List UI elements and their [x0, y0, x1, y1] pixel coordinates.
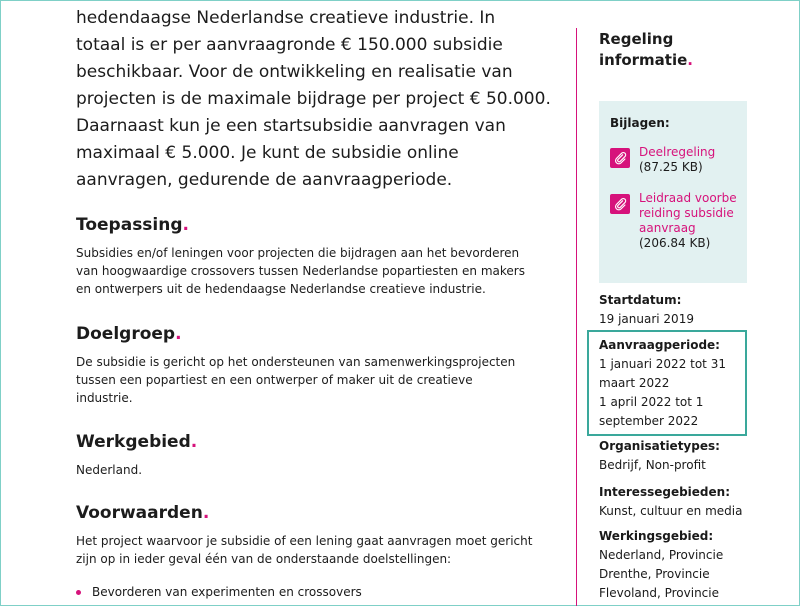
- section-heading-text: Doelgroep: [76, 324, 176, 344]
- section-heading: [76, 214, 516, 236]
- body-line: De subsidie is gericht op het ondersteunen van samenwerkingsprojecten: [76, 355, 516, 369]
- section-heading: [76, 502, 516, 524]
- body-line: Nederland.: [76, 463, 143, 477]
- intro-paragraph: [76, 5, 551, 194]
- section-body: [76, 244, 525, 298]
- intro-line: projecten is de maximale bijdrage per project € 50.000.: [76, 89, 551, 109]
- attachment-size: (87.25 KB): [639, 160, 703, 174]
- section-werkgebied: [76, 431, 516, 479]
- body-line: Het project waarvoor je subsidie of een lening gaat aanvragen moet gericht: [76, 534, 533, 548]
- paperclip-icon: [610, 194, 630, 214]
- organisatietypes-label: Organisatietypes:: [599, 439, 720, 453]
- aanvraagperiode-label: Aanvraagperiode:: [599, 338, 720, 352]
- section-heading-text: Toepassing: [76, 215, 183, 235]
- body-line: en ontwerpers uit de hedendaagse Nederlandse creatieve industrie.: [76, 282, 486, 296]
- startdatum-value: 19 januari 2019: [599, 312, 694, 326]
- attachment-link[interactable]: Deelregeling: [639, 145, 716, 159]
- organisatietypes-value: Bedrijf, Non-profit: [599, 458, 706, 472]
- heading-dot: .: [687, 51, 693, 69]
- body-line: industrie.: [76, 391, 133, 405]
- sidebar-divider: [576, 28, 577, 606]
- attachment-item[interactable]: [610, 145, 747, 175]
- aanvraagperiode-value: 1 januari 2022 tot 31: [599, 357, 726, 371]
- section-body: [76, 353, 516, 407]
- section-body: [76, 461, 516, 479]
- list-item: [76, 583, 362, 601]
- body-line: zijn op in ieder geval één van de onderstaande doelstellingen:: [76, 552, 452, 566]
- intro-line: aanvragen, gedurende de aanvraagperiode.: [76, 170, 453, 190]
- bullet-dot: [76, 590, 81, 595]
- interessegebieden-label: Interessegebieden:: [599, 485, 731, 499]
- section-heading-text: Voorwaarden: [76, 503, 203, 523]
- attachments-panel: [599, 101, 747, 283]
- sidebar-title-line: Regeling: [599, 30, 674, 48]
- aanvraagperiode-value: september 2022: [599, 414, 699, 428]
- werkingsgebied-value: Nederland, Provincie: [599, 548, 724, 562]
- werkingsgebied-value: Drenthe, Provincie: [599, 567, 710, 581]
- intro-line: hedendaagse Nederlandse creatieve industrie. In: [76, 8, 496, 28]
- interessegebieden-block: [599, 483, 759, 521]
- heading-dot: .: [182, 215, 189, 235]
- interessegebieden-value: Kunst, cultuur en media: [599, 504, 743, 518]
- list-item-text: Bevorderen van experimenten en crossovers: [92, 585, 362, 599]
- aanvraagperiode-value: maart 2022: [599, 376, 670, 390]
- section-doelgroep: [76, 323, 516, 407]
- heading-dot: .: [190, 432, 198, 452]
- sidebar-title: [599, 29, 693, 71]
- intro-line: totaal is er per aanvraagronde € 150.000 subsidie: [76, 35, 503, 55]
- sidebar-title-line: informatie: [599, 51, 688, 69]
- attachment-link[interactable]: Leidraad voorbereiding subsidieaanvraag: [639, 191, 737, 235]
- body-line: Subsidies en/of leningen voor projecten die bijdragen aan het bevorderen: [76, 246, 520, 260]
- attachments-label: Bijlagen:: [610, 116, 670, 130]
- heading-dot: .: [175, 324, 182, 344]
- body-line: tussen een popartiest en een ontwerper of maker uit de creatieve: [76, 373, 473, 387]
- attachment-item[interactable]: [610, 191, 747, 251]
- section-voorwaarden: [76, 502, 533, 568]
- section-heading: [76, 431, 516, 453]
- startdatum-label: Startdatum:: [599, 293, 682, 307]
- section-body: [76, 532, 533, 568]
- aanvraagperiode-value: 1 april 2022 tot 1: [599, 395, 704, 409]
- aanvraagperiode-block: [599, 336, 759, 431]
- werkingsgebied-value: Flevoland, Provincie: [599, 586, 719, 600]
- intro-line: Daarnaast kun je een startsubsidie aanvragen van: [76, 116, 506, 136]
- section-heading: [76, 323, 516, 345]
- body-line: van hoogwaardige crossovers tussen Nederlandse popartiesten en makers: [76, 264, 525, 278]
- intro-line: maximaal € 5.000. Je kunt de subsidie online: [76, 143, 459, 163]
- startdatum-block: [599, 291, 759, 329]
- intro-line: beschikbaar. Voor de ontwikkeling en realisatie van: [76, 62, 513, 82]
- attachment-size: (206.84 KB): [639, 236, 711, 250]
- organisatietypes-block: [599, 437, 759, 475]
- paperclip-icon: [610, 148, 630, 168]
- werkingsgebied-label: Werkingsgebied:: [599, 529, 714, 543]
- werkingsgebied-block: [599, 527, 759, 603]
- section-heading-text: Werkgebied: [76, 432, 191, 452]
- heading-dot: .: [202, 503, 210, 523]
- section-toepassing: [76, 214, 525, 298]
